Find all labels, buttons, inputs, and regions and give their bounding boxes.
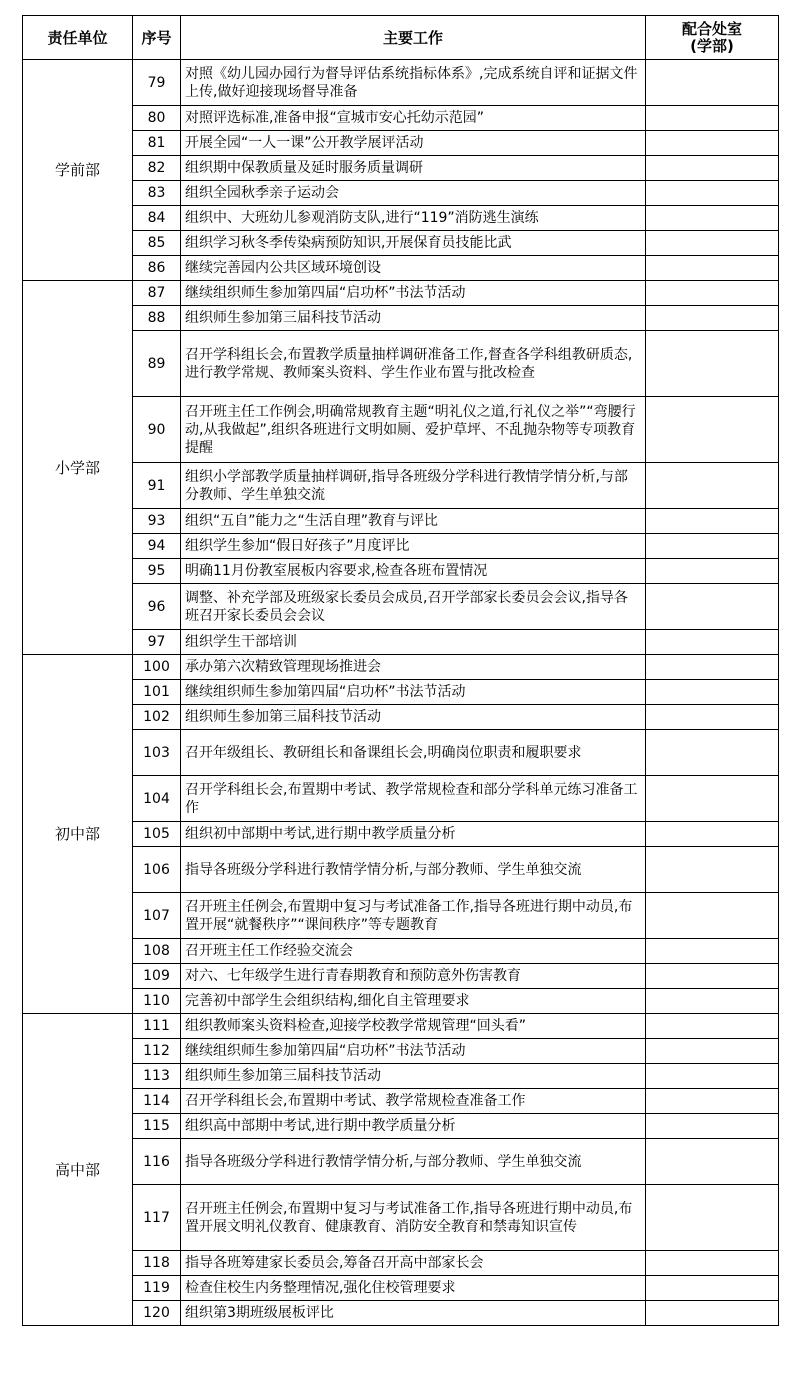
row-number: 97 bbox=[133, 630, 181, 655]
coop-cell bbox=[646, 730, 779, 776]
header-coop bbox=[646, 16, 779, 60]
task-text: 组织师生参加第三届科技节活动 bbox=[181, 1064, 646, 1089]
row-number: 106 bbox=[133, 847, 181, 893]
task-text: 组织教师案头资料检查,迎接学校教学常规管理“回头看” bbox=[181, 1014, 646, 1039]
row-number: 107 bbox=[133, 893, 181, 939]
row-number: 100 bbox=[133, 655, 181, 680]
coop-cell bbox=[646, 1276, 779, 1301]
coop-cell bbox=[646, 1301, 779, 1326]
table-row bbox=[23, 559, 779, 584]
task-text: 对照评选标准,准备申报“宣城市安心托幼示范园” bbox=[181, 106, 646, 131]
coop-cell bbox=[646, 847, 779, 893]
task-text: 组织学生参加“假日好孩子”月度评比 bbox=[181, 534, 646, 559]
coop-cell bbox=[646, 893, 779, 939]
row-number: 79 bbox=[133, 60, 181, 106]
coop-cell bbox=[646, 705, 779, 730]
row-number: 110 bbox=[133, 989, 181, 1014]
coop-cell bbox=[646, 306, 779, 331]
table-row bbox=[23, 156, 779, 181]
coop-cell bbox=[646, 630, 779, 655]
coop-cell bbox=[646, 509, 779, 534]
task-text: 调整、补充学部及班级家长委员会成员,召开学部家长委员会会议,指导各班召开家长委员会会议 bbox=[181, 584, 646, 630]
task-text: 指导各班级分学科进行教情学情分析,与部分教师、学生单独交流 bbox=[181, 1139, 646, 1185]
row-number: 85 bbox=[133, 231, 181, 256]
dept-cell: 初中部 bbox=[23, 655, 133, 1014]
header-coop-line2: (学部) bbox=[690, 36, 734, 55]
task-text: 组织高中部期中考试,进行期中教学质量分析 bbox=[181, 1114, 646, 1139]
coop-cell bbox=[646, 156, 779, 181]
coop-cell bbox=[646, 655, 779, 680]
dept-cell: 小学部 bbox=[23, 281, 133, 655]
table-body bbox=[23, 60, 779, 1326]
task-text: 承办第六次精致管理现场推进会 bbox=[181, 655, 646, 680]
task-text: 组织中、大班幼儿参观消防支队,进行“119”消防逃生演练 bbox=[181, 206, 646, 231]
table-row bbox=[23, 281, 779, 306]
table-row bbox=[23, 509, 779, 534]
task-text: 召开年级组长、教研组长和备课组长会,明确岗位职责和履职要求 bbox=[181, 730, 646, 776]
task-text: 召开学科组长会,布置期中考试、教学常规检查和部分学科单元练习准备工作 bbox=[181, 776, 646, 822]
row-number: 109 bbox=[133, 964, 181, 989]
coop-cell bbox=[646, 1139, 779, 1185]
task-text: 检查住校生内务整理情况,强化住校管理要求 bbox=[181, 1276, 646, 1301]
table-row bbox=[23, 60, 779, 106]
row-number: 105 bbox=[133, 822, 181, 847]
table-row bbox=[23, 1064, 779, 1089]
table-row bbox=[23, 730, 779, 776]
table-row bbox=[23, 306, 779, 331]
header-dept: 责任单位 bbox=[23, 16, 133, 60]
task-text: 组织第3期班级展板评比 bbox=[181, 1301, 646, 1326]
table-row bbox=[23, 397, 779, 463]
row-number: 113 bbox=[133, 1064, 181, 1089]
task-text: 完善初中部学生会组织结构,细化自主管理要求 bbox=[181, 989, 646, 1014]
table-row bbox=[23, 1114, 779, 1139]
coop-cell bbox=[646, 680, 779, 705]
task-text: 指导各班级分学科进行教情学情分析,与部分教师、学生单独交流 bbox=[181, 847, 646, 893]
table-row bbox=[23, 1139, 779, 1185]
table-row bbox=[23, 1039, 779, 1064]
coop-cell bbox=[646, 1014, 779, 1039]
row-number: 93 bbox=[133, 509, 181, 534]
row-number: 112 bbox=[133, 1039, 181, 1064]
row-number: 84 bbox=[133, 206, 181, 231]
task-text: 组织学生干部培训 bbox=[181, 630, 646, 655]
task-text: 组织师生参加第三届科技节活动 bbox=[181, 306, 646, 331]
row-number: 87 bbox=[133, 281, 181, 306]
coop-cell bbox=[646, 256, 779, 281]
table-row bbox=[23, 822, 779, 847]
row-number: 116 bbox=[133, 1139, 181, 1185]
coop-cell bbox=[646, 939, 779, 964]
row-number: 90 bbox=[133, 397, 181, 463]
coop-cell bbox=[646, 559, 779, 584]
table-row bbox=[23, 776, 779, 822]
task-text: 对六、七年级学生进行青春期教育和预防意外伤害教育 bbox=[181, 964, 646, 989]
table-row bbox=[23, 1014, 779, 1039]
coop-cell bbox=[646, 181, 779, 206]
row-number: 82 bbox=[133, 156, 181, 181]
table-row bbox=[23, 1276, 779, 1301]
row-number: 119 bbox=[133, 1276, 181, 1301]
table-row bbox=[23, 989, 779, 1014]
dept-cell: 学前部 bbox=[23, 60, 133, 281]
table-row bbox=[23, 106, 779, 131]
coop-cell bbox=[646, 397, 779, 463]
task-text: 组织师生参加第三届科技节活动 bbox=[181, 705, 646, 730]
row-number: 120 bbox=[133, 1301, 181, 1326]
task-text: 召开班主任工作经验交流会 bbox=[181, 939, 646, 964]
row-number: 115 bbox=[133, 1114, 181, 1139]
header-row bbox=[23, 16, 779, 60]
coop-cell bbox=[646, 106, 779, 131]
table-row bbox=[23, 584, 779, 630]
table-row bbox=[23, 1251, 779, 1276]
coop-cell bbox=[646, 1089, 779, 1114]
table-row bbox=[23, 534, 779, 559]
task-text: 组织小学部教学质量抽样调研,指导各班级分学科进行教情学情分析,与部分教师、学生单独交流 bbox=[181, 463, 646, 509]
table-row bbox=[23, 206, 779, 231]
row-number: 88 bbox=[133, 306, 181, 331]
table-row bbox=[23, 939, 779, 964]
table-row bbox=[23, 964, 779, 989]
coop-cell bbox=[646, 584, 779, 630]
row-number: 117 bbox=[133, 1185, 181, 1251]
task-text: 组织期中保教质量及延时服务质量调研 bbox=[181, 156, 646, 181]
task-text: 开展全园“一人一课”公开教学展评活动 bbox=[181, 131, 646, 156]
coop-cell bbox=[646, 281, 779, 306]
row-number: 114 bbox=[133, 1089, 181, 1114]
dept-cell: 高中部 bbox=[23, 1014, 133, 1326]
table-row bbox=[23, 847, 779, 893]
table-row bbox=[23, 231, 779, 256]
row-number: 86 bbox=[133, 256, 181, 281]
coop-cell bbox=[646, 1039, 779, 1064]
table-row bbox=[23, 1089, 779, 1114]
task-text: 继续组织师生参加第四届“启功杯”书法节活动 bbox=[181, 680, 646, 705]
row-number: 94 bbox=[133, 534, 181, 559]
table-row bbox=[23, 256, 779, 281]
row-number: 95 bbox=[133, 559, 181, 584]
row-number: 81 bbox=[133, 131, 181, 156]
task-text: 组织全园秋季亲子运动会 bbox=[181, 181, 646, 206]
table-row bbox=[23, 463, 779, 509]
coop-cell bbox=[646, 231, 779, 256]
task-text: 指导各班筹建家长委员会,筹备召开高中部家长会 bbox=[181, 1251, 646, 1276]
table-row bbox=[23, 181, 779, 206]
table-row bbox=[23, 655, 779, 680]
row-number: 89 bbox=[133, 331, 181, 397]
row-number: 96 bbox=[133, 584, 181, 630]
table-row bbox=[23, 1185, 779, 1251]
row-number: 102 bbox=[133, 705, 181, 730]
coop-cell bbox=[646, 463, 779, 509]
row-number: 104 bbox=[133, 776, 181, 822]
task-text: 组织学习秋冬季传染病预防知识,开展保育员技能比武 bbox=[181, 231, 646, 256]
task-text: 组织初中部期中考试,进行期中教学质量分析 bbox=[181, 822, 646, 847]
task-text: 召开班主任工作例会,明确常规教育主题“明礼仪之道,行礼仪之举”“弯腰行动,从我做起”,组织各班进行文明如厕、爱护草坪、不乱抛杂物等专项教育提醒 bbox=[181, 397, 646, 463]
coop-cell bbox=[646, 1251, 779, 1276]
row-number: 103 bbox=[133, 730, 181, 776]
row-number: 83 bbox=[133, 181, 181, 206]
coop-cell bbox=[646, 1114, 779, 1139]
task-text: 继续组织师生参加第四届“启功杯”书法节活动 bbox=[181, 1039, 646, 1064]
row-number: 91 bbox=[133, 463, 181, 509]
task-text: 组织“五自”能力之“生活自理”教育与评比 bbox=[181, 509, 646, 534]
coop-cell bbox=[646, 964, 779, 989]
row-number: 101 bbox=[133, 680, 181, 705]
coop-cell bbox=[646, 989, 779, 1014]
table-row bbox=[23, 131, 779, 156]
coop-cell bbox=[646, 331, 779, 397]
coop-cell bbox=[646, 822, 779, 847]
header-coop-line1: 配合处室 bbox=[681, 19, 742, 38]
header-task: 主要工作 bbox=[181, 16, 646, 60]
table-row bbox=[23, 630, 779, 655]
work-plan-table bbox=[22, 15, 779, 1326]
coop-cell bbox=[646, 776, 779, 822]
task-text: 对照《幼儿园办园行为督导评估系统指标体系》,完成系统自评和证据文件上传,做好迎接现场督导准备 bbox=[181, 60, 646, 106]
coop-cell bbox=[646, 1185, 779, 1251]
task-text: 召开班主任例会,布置期中复习与考试准备工作,指导各班进行期中动员,布置开展文明礼仪教育、健康教育、消防安全教育和禁毒知识宣传 bbox=[181, 1185, 646, 1251]
task-text: 召开学科组长会,布置教学质量抽样调研准备工作,督查各学科组教研质态,进行教学常规、教师案头资料、学生作业布置与批改检查 bbox=[181, 331, 646, 397]
task-text: 召开班主任例会,布置期中复习与考试准备工作,指导各班进行期中动员,布置开展“就餐秩序”“课间秩序”等专题教育 bbox=[181, 893, 646, 939]
table-row bbox=[23, 680, 779, 705]
task-text: 继续组织师生参加第四届“启功杯”书法节活动 bbox=[181, 281, 646, 306]
coop-cell bbox=[646, 60, 779, 106]
row-number: 111 bbox=[133, 1014, 181, 1039]
task-text: 召开学科组长会,布置期中考试、教学常规检查准备工作 bbox=[181, 1089, 646, 1114]
task-text: 明确11月份教室展板内容要求,检查各班布置情况 bbox=[181, 559, 646, 584]
coop-cell bbox=[646, 1064, 779, 1089]
table-row bbox=[23, 331, 779, 397]
coop-cell bbox=[646, 534, 779, 559]
coop-cell bbox=[646, 206, 779, 231]
table-row bbox=[23, 1301, 779, 1326]
row-number: 80 bbox=[133, 106, 181, 131]
row-number: 118 bbox=[133, 1251, 181, 1276]
table-row bbox=[23, 705, 779, 730]
table-row bbox=[23, 893, 779, 939]
header-num: 序号 bbox=[133, 16, 181, 60]
coop-cell bbox=[646, 131, 779, 156]
task-text: 继续完善园内公共区域环境创设 bbox=[181, 256, 646, 281]
row-number: 108 bbox=[133, 939, 181, 964]
